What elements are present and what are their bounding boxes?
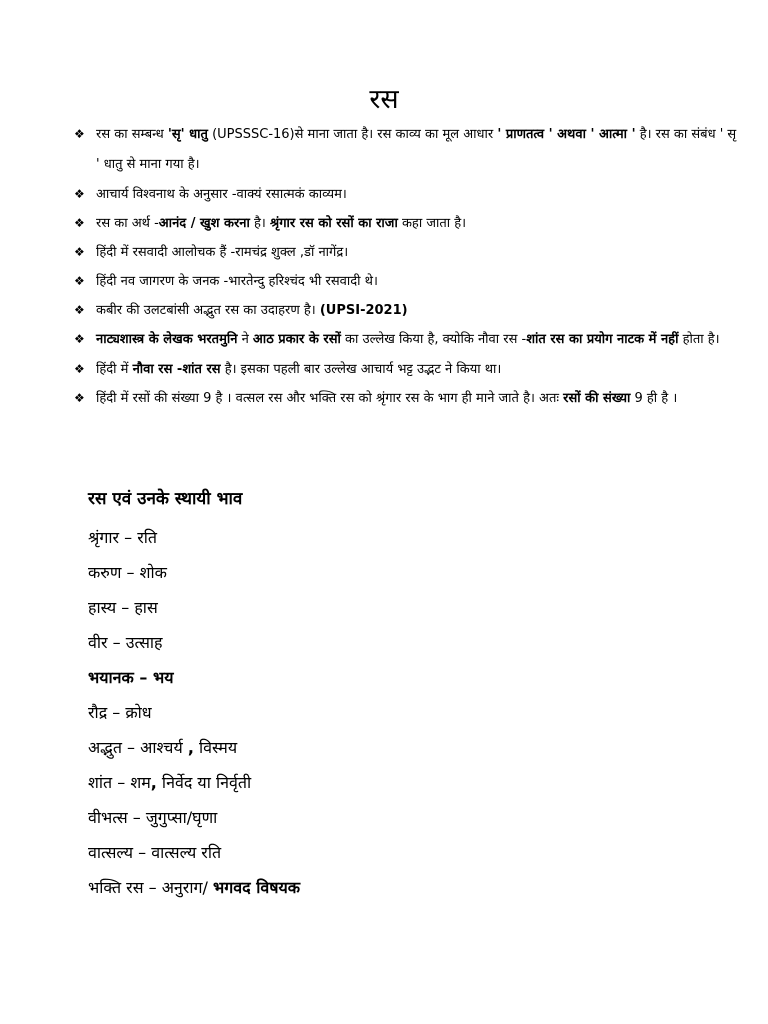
rasa-sthayibhav-list <box>88 520 300 905</box>
text-segment: हिंदी में <box>96 362 133 377</box>
text-segment: कहा जाता है। <box>397 216 467 231</box>
text-segment: निर्वेद या निर्वृती <box>156 773 252 792</box>
diamond-bullet-icon: ❖ <box>74 303 85 317</box>
bullet-text <box>96 238 742 267</box>
text-segment: (UPSSSC-16)से माना जाता है। रस काव्य का मूल आधार <box>207 127 498 142</box>
bold-text-segment: , <box>150 773 157 792</box>
bullet-text <box>96 180 742 209</box>
text-segment: वात्सल्य – वात्सल्य रति <box>88 843 222 862</box>
bullet-item <box>74 267 742 296</box>
bold-text-segment: , <box>187 738 194 757</box>
bullet-text <box>96 267 742 296</box>
text-segment: रस का सम्बन्ध <box>96 127 168 142</box>
text-segment: आचार्य विश्वनाथ के अनुसार -वाक्यं रसात्मकं काव्यम। <box>96 187 347 202</box>
rasa-pair-item <box>88 730 300 765</box>
text-segment: रौद्र – क्रोध <box>88 703 152 722</box>
rasa-pair-item <box>88 835 300 870</box>
text-segment: हास्य – हास <box>88 598 158 617</box>
bullet-text <box>96 120 742 180</box>
text-segment: है। <box>249 216 270 231</box>
bullet-item <box>74 238 742 267</box>
bold-text-segment: रसों की संख्या <box>563 391 631 406</box>
text-segment: है। इसका पहली बार उल्लेख आचार्य भट्ट उद्भट ने किया था। <box>220 362 502 377</box>
text-segment: है। रस का संबंध ' सृ ' धातु से माना गया है। <box>96 127 737 172</box>
bold-text-segment: आनंद / खुश करना <box>158 216 250 231</box>
text-segment: वीर – उत्साह <box>88 633 163 652</box>
text-segment: का उल्लेख किया है, क्योकि नौवा रस - <box>340 332 527 347</box>
bullet-item <box>74 296 742 325</box>
text-segment: विस्मय <box>193 738 238 757</box>
text-segment: हिंदी नव जागरण के जनक -भारतेन्दु हरिश्चंद भी रसवादी थे। <box>96 274 378 289</box>
bold-text-segment: (UPSI-2021) <box>319 303 408 318</box>
rasa-pair-item <box>88 555 300 590</box>
bullet-item <box>74 120 742 180</box>
text-segment: श्रृंगार – रति <box>88 528 158 547</box>
text-segment: 9 ही है । <box>630 391 678 406</box>
rasa-pair-item <box>88 800 300 835</box>
text-segment: हिंदी में रसवादी आलोचक हैं -रामचंद्र शुक्ल ,डॉ नागेंद्र। <box>96 245 349 260</box>
text-segment: होता है। <box>678 332 720 347</box>
rasa-pair-item <box>88 870 300 905</box>
bold-text-segment: नौवा रस -शांत रस <box>132 362 221 377</box>
diamond-bullet-icon: ❖ <box>74 187 85 201</box>
text-segment: कबीर की उलटबांसी अद्भुत रस का उदाहरण है। <box>96 303 320 318</box>
diamond-bullet-icon: ❖ <box>74 391 85 405</box>
text-segment: ने <box>237 332 253 347</box>
text-segment: रस का अर्थ - <box>96 216 159 231</box>
diamond-bullet-icon: ❖ <box>74 127 85 141</box>
bullet-list <box>74 120 742 414</box>
rasa-pair-item <box>88 660 300 695</box>
text-segment: वीभत्स – जुगुप्सा/घृणा <box>88 808 218 827</box>
bullet-item <box>74 180 742 209</box>
diamond-bullet-icon: ❖ <box>74 245 85 259</box>
text-segment: हिंदी में रसों की संख्या 9 है । वत्सल रस और भक्ति रस को श्रृंगार रस के भाग ही माने जाते है। अतः <box>96 391 564 406</box>
bold-text-segment: ' प्राणतत्व ' अथवा ' आत्मा ' <box>497 127 636 142</box>
section-heading: रस एवं उनके स्थायी भाव <box>88 489 243 509</box>
bullet-text <box>96 325 742 355</box>
bold-text-segment: श्रृंगार रस को रसों का राजा <box>270 216 398 231</box>
text-segment: शांत – शम <box>88 773 151 792</box>
bullet-text <box>96 209 742 238</box>
diamond-bullet-icon: ❖ <box>74 274 85 288</box>
rasa-pair-item <box>88 520 300 555</box>
page-title: रस <box>369 84 399 115</box>
bold-text-segment: भयानक – भय <box>88 668 174 687</box>
bold-text-segment: नाट्यशास्त्र के लेखक भरतमुनि <box>96 332 238 347</box>
rasa-pair-item <box>88 590 300 625</box>
bullet-text <box>96 355 742 384</box>
rasa-pair-item <box>88 695 300 730</box>
diamond-bullet-icon: ❖ <box>74 332 85 346</box>
diamond-bullet-icon: ❖ <box>74 216 85 230</box>
bullet-text <box>96 384 742 414</box>
bullet-item <box>74 384 742 414</box>
diamond-bullet-icon: ❖ <box>74 362 85 376</box>
bullet-item <box>74 325 742 355</box>
bullet-text <box>96 296 742 325</box>
bold-text-segment: 'सृ' धातु <box>167 127 208 142</box>
bullet-item <box>74 209 742 238</box>
bold-text-segment: भगवद विषयक <box>212 878 301 897</box>
rasa-pair-item <box>88 625 300 660</box>
bold-text-segment: आठ प्रकार के रसों <box>252 332 341 347</box>
text-segment: अद्भुत – आश्चर्य <box>88 738 188 757</box>
rasa-pair-item <box>88 765 300 800</box>
bullet-item <box>74 355 742 384</box>
bold-text-segment: शांत रस का प्रयोग नाटक में नहीं <box>526 332 679 347</box>
text-segment: करुण – शोक <box>88 563 167 582</box>
text-segment: भक्ति रस – अनुराग/ <box>88 878 213 897</box>
